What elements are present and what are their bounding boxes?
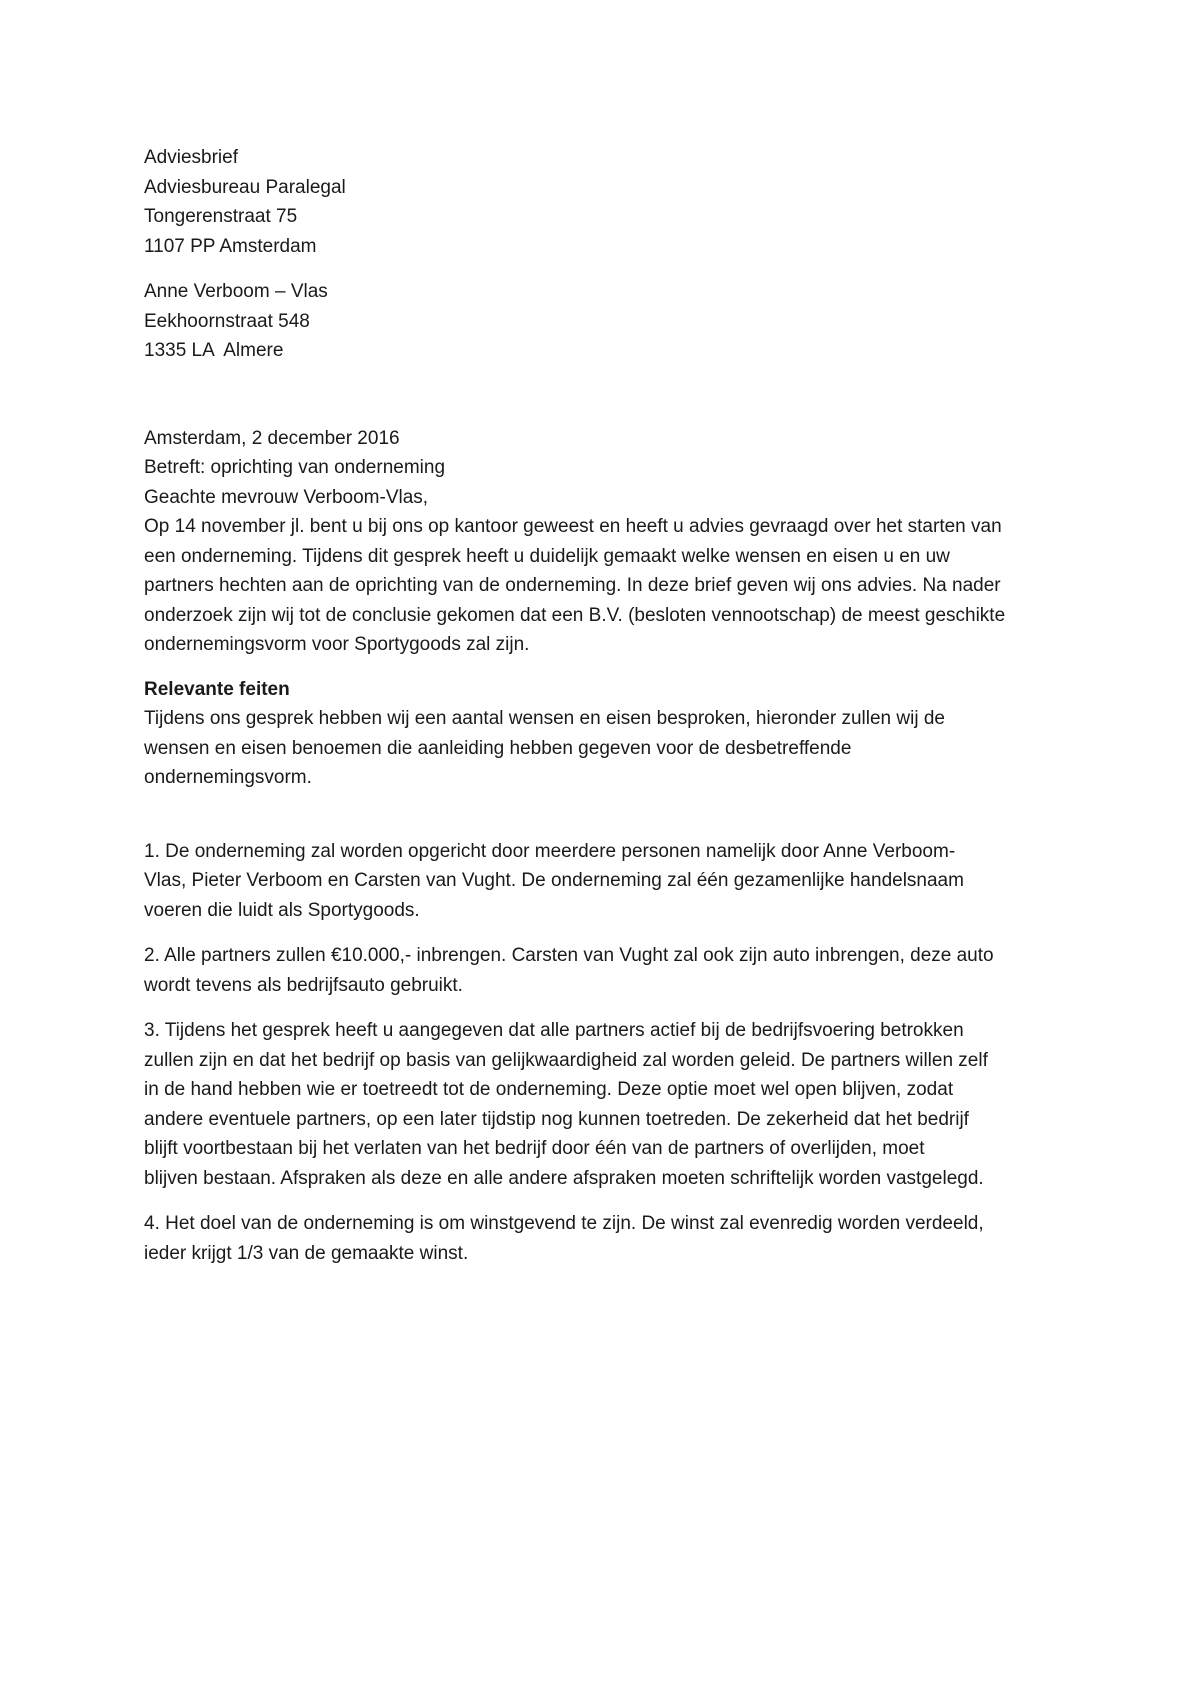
intro-line: een onderneming. Tijdens dit gesprek heeft u duidelijk gemaakt welke wensen en eisen u en uw: [144, 545, 950, 567]
letter-date: Amsterdam, 2 december 2016: [144, 427, 400, 449]
sender-city: 1107 PP Amsterdam: [144, 235, 317, 257]
intro-line: partners hechten aan de oprichting van de onderneming. In deze brief geven wij ons advies. Na nader: [144, 575, 1001, 596]
recipient-name: Anne Verboom – Vlas: [144, 281, 328, 302]
list-item-1: [144, 837, 1064, 926]
section-intro-line: ondernemingsvorm.: [144, 767, 312, 788]
sender-address: [144, 173, 1064, 262]
list-item-line: 2. Alle partners zullen €10.000,- inbrengen. Carsten van Vught zal ook zijn auto inbrengen, deze auto: [144, 945, 994, 966]
list-item-line: blijven bestaan. Afspraken als deze en alle andere afspraken moeten schriftelijk worden vastgelegd.: [144, 1167, 984, 1189]
section-intro-line: wensen en eisen benoemen die aanleiding hebben gegeven voor de desbetreffende: [144, 737, 852, 759]
list-item-line: 4. Het doel van de onderneming is om winstgevend te zijn. De winst zal evenredig worden verdeeld,: [144, 1213, 984, 1234]
letter-body: [144, 143, 1064, 1284]
list-item-line: voeren die luidt als Sportygoods.: [144, 899, 420, 921]
section-heading: Relevante feiten: [144, 678, 290, 700]
salutation: Geachte mevrouw Verboom-Vlas,: [144, 486, 429, 508]
list-item-3: [144, 1016, 1064, 1193]
list-item-line: andere eventuele partners, op een later tijdstip nog kunnen toetreden. De zekerheid dat het bedrijf: [144, 1108, 969, 1130]
recipient-street: Eekhoornstraat 548: [144, 310, 310, 332]
list-item-line: wordt tevens als bedrijfsauto gebruikt.: [144, 974, 463, 996]
list-item-4: [144, 1209, 1064, 1268]
section-intro-line: Tijdens ons gesprek hebben wij een aantal wensen en eisen besproken, hieronder zullen wij de: [144, 708, 945, 729]
intro-line: onderzoek zijn wij tot de conclusie gekomen dat een B.V. (besloten vennootschap) de meest geschikte: [144, 604, 1006, 626]
letter-subject: Betreft: oprichting van onderneming: [144, 457, 446, 478]
sender-name: Adviesbureau Paralegal: [144, 176, 346, 198]
intro-line: ondernemingsvorm voor Sportygoods zal zijn.: [144, 634, 530, 655]
intro-paragraph: [144, 512, 1064, 660]
letter-title: Adviesbrief: [144, 147, 238, 168]
list-item-line: 1. De onderneming zal worden opgericht door meerdere personen namelijk door Anne Verboom-: [144, 840, 956, 862]
list-item-2: [144, 941, 1064, 1000]
section-intro-paragraph: [144, 704, 1064, 793]
intro-line: Op 14 november jl. bent u bij ons op kantoor geweest en heeft u advies gevraagd over het starten van: [144, 516, 1002, 537]
list-item-line: ieder krijgt 1/3 van de gemaakte winst.: [144, 1242, 469, 1264]
list-item-line: blijft voortbestaan bij het verlaten van het bedrijf door één van de partners of overlijden, moet: [144, 1138, 925, 1159]
list-item-line: zullen zijn en dat het bedrijf op basis van gelijkwaardigheid zal worden geleid. De partners willen zelf: [144, 1049, 988, 1071]
recipient-city: 1335 LA Almere: [144, 340, 284, 361]
list-item-line: 3. Tijdens het gesprek heeft u aangegeven dat alle partners actief bij de bedrijfsvoering betrokken: [144, 1020, 964, 1041]
list-item-line: Vlas, Pieter Verboom en Carsten van Vught. De onderneming zal één gezamenlijke handelsnaam: [144, 870, 964, 891]
recipient-address: [144, 277, 1064, 366]
list-item-line: in de hand hebben wie er toetreedt tot de onderneming. Deze optie moet wel open blijven, zodat: [144, 1079, 954, 1100]
sender-street: Tongerenstraat 75: [144, 206, 298, 227]
